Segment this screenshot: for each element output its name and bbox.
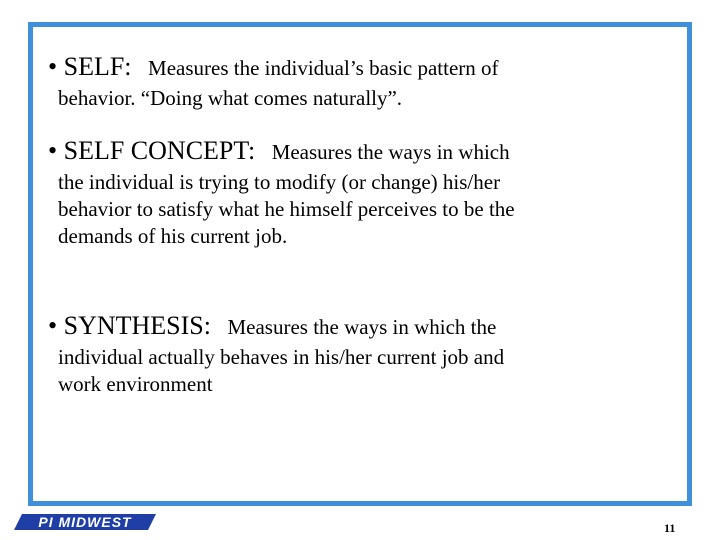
page-number: 11	[664, 521, 676, 535]
bullet-heading	[48, 52, 499, 83]
bullet-line: the individual is trying to modify (or change) his/her	[58, 170, 501, 194]
bullet-continuation	[58, 85, 499, 112]
bullet-lead-text: Measures the ways in which the	[227, 315, 497, 339]
bullet-lead-text: Measures the individual’s basic pattern of	[148, 56, 499, 80]
bullet-line: demands of his current job.	[58, 224, 288, 248]
bullet-line: behavior to satisfy what he himself perceives to be the	[58, 197, 515, 221]
bullet-heading	[48, 136, 515, 167]
bullet-self	[48, 52, 499, 112]
bullet-continuation	[58, 169, 515, 250]
bullet-line: individual actually behaves in his/her current job and	[58, 345, 505, 369]
pi-midwest-logo	[14, 512, 156, 532]
bullet-marker: •	[48, 136, 58, 165]
bullet-marker: •	[48, 311, 58, 340]
bullet-term: SELF:	[63, 52, 132, 81]
bullet-marker: •	[48, 52, 58, 81]
bullet-term: SELF CONCEPT:	[63, 136, 256, 165]
bullet-heading	[48, 311, 504, 342]
bullet-lead-text: Measures the ways in which	[271, 140, 510, 164]
bullet-term: SYNTHESIS:	[63, 311, 211, 340]
logo-text: PI MIDWEST	[38, 514, 132, 530]
bullet-continuation	[58, 344, 504, 398]
bullet-line: behavior. “Doing what comes naturally”.	[58, 86, 403, 110]
bullet-synthesis	[48, 311, 504, 398]
bullet-line: work environment	[58, 372, 213, 396]
bullet-self-concept	[48, 136, 515, 250]
